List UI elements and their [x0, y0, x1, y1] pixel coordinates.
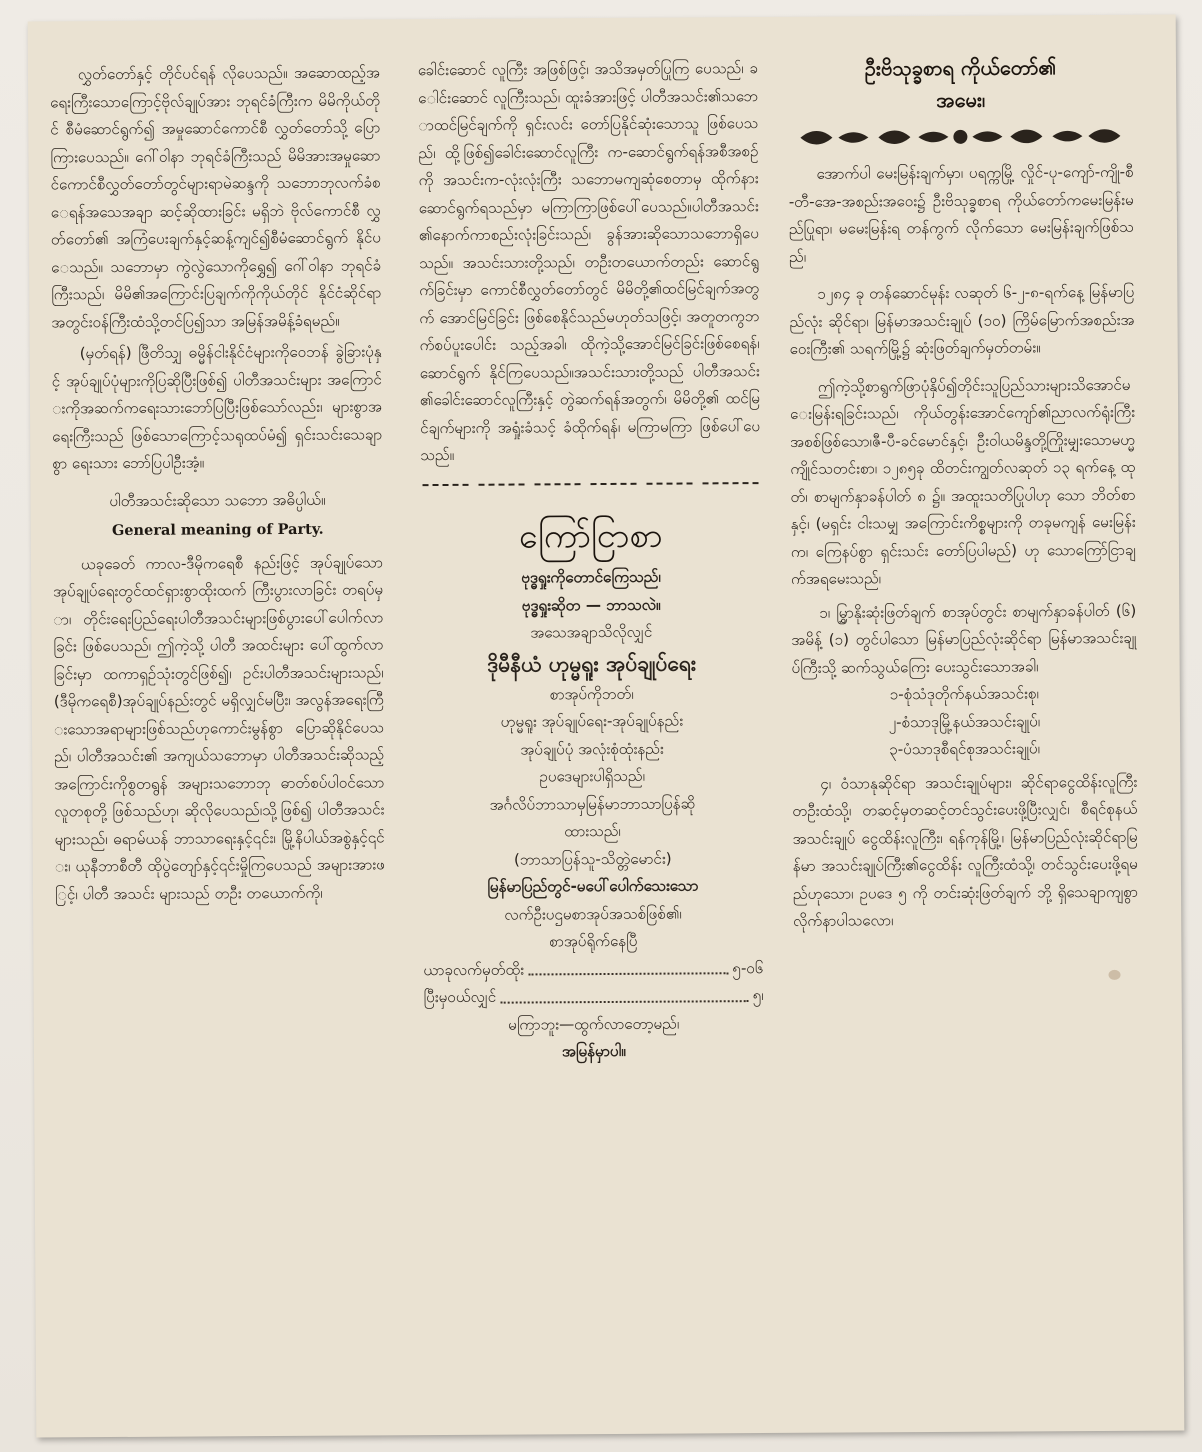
section-title-english: General meaning of Party.: [111, 520, 324, 540]
advertisement-title: ကြော်ငြာစာ: [518, 515, 663, 557]
ad-line-1: ဗုဒ္ဓရှုးကိုတောင်ကြေသည်၊: [521, 567, 661, 587]
right-paragraph-3: ဤကဲ့သို့စာရွက်ဖြာပုံနှိပ်၍တိုင်းသူပြည်သားများသိအောင်မေးမြန်းရခြင်းသည်၊ ကိုယ်တွန်းအောင်ကျော်၏ညာလက်ရုံးကြီး အစစ်ဖြစ်သော၊ဇီ-ပီ-ခင်မောင်နှင့်၊ ဦးဝါယမိန္ဒတို့ကြိုးမျှးသောမဟ္မကျိုင်သတင်းစာ၊ ၁၂၈၅ခု ထိတင်းကျွတ်လဆုတ် ၁၃ ရက်နေ့ ထုတ်၊ စာမျက်နှာခန်ပါတ် ၈ ၌။ အထူးသတိပြုပါဟု သော ဘိတ်စာနှင့်၊ (မရှင်း ငါးသမျှ အကြောင်းကိစ္စများကို တခုမကျန် မေးမြန်းက၊ ကြေနပ်စွာ ရှင်းသင်း တော်ပြပါမည်) ဟု သောကြော်ငြာချက်အရမေးသည်၊: [790, 375, 1136, 588]
right-title-line-2: အမေး၊: [936, 87, 986, 112]
left-paragraph-1: လွှတ်တော်နှင့် တိုင်ပင်ရန် လိုပေသည်။ အဆောထည့်အရေးကြီးသောကြောင့်ဗိုလ်ချုပ်အား ဘုရင်ခံကြီးက မိမိကိုယ်တိုင် စီမံဆောင်ရွက်၍ အမှုဆောင်ကောင်စီ လွှတ်တော်သို့ ပြောကြားပေသည်။ ဂေါ်ဝါနာ ဘုရင်ခံကြီးသည် မိမိအားအမှုဆောင်ကောင်စီလွှတ်တော်တွင်များရာမဲဆန္ဒကို သဘောဘုလက်ခံစေရန်အသေအချာ ဆင့်ဆိုထားခြင်း မရှိဘဲ ဗိုလ်ကောင်စီ လွှတ်တော်၏ အကြံပေးချက်နှင့်ဆန့်ကျင်၍စီမံဆောင်ရွက် နိုင်ပေသည်။ သဘောမှာ ကွဲလွဲသောကိုရွှေ၍ ဂေါ်ဝါနာ ဘုရင်ခံကြီးသည်၊ မိမိ၏အကြောင်းပြချက်ကိုကိုယ်တိုင် နိုင်ငံဆိုင်ရာ အတွင်းဝန်ကြီးထံသို့တင်ပြ၍သာ အမြန်အမိန့်ခံရမည်။: [50, 63, 382, 331]
ad-line-3: အသေအချာသိလိုလျှင်: [530, 622, 653, 642]
price-1-value: ၅-ဝ၆: [732, 958, 764, 977]
ad-line-4: စာအုပ်ကိုဘတ်၊: [549, 684, 634, 703]
right-paragraph-1: အောက်ပါ မေးမြန်းချက်မှာ၊ ပရက္ကမြို့ လှိုင်-ပု-ကျော်-ကျို-စီ-တီ-အေ-အစည်းအဝေး၌ ဦးဗိသုခ္ခစာရ ကိုယ်တော်ကမေးမြန်းမည်ပြုရာ၊ မမေးမြန်းရ တန်ကွက် လိုက်သော မေးမြန်းချက်ဖြစ်သည်၊: [788, 162, 1135, 266]
section-title-burmese: ပါတီအသင်းဆိုသော သဘော အဓိပ္ပါယ်။: [109, 490, 326, 510]
right-paragraph-4: ၁၊ မြွှာနိုးဆုံးဖြတ်ချက် စာအုပ်တွင်း စာမျက်နှာခန်ပါတ် (၆)အမိန့် (၁) တွင်ပါသော မြန်မာပြည်လုံးဆိုင်ရာ မြန်မာအသင်းချုပ်ကြီးသို့ ဆက်သွယ်ကြေး ပေးသွင်းသောအခါ၊: [791, 601, 1137, 677]
dot-leader: [528, 955, 728, 976]
dashed-divider: [420, 478, 760, 490]
right-paragraph-5: ၄၊ ဝံသာနုဆိုင်ရာ အသင်းချုပ်များ၊ ဆိုင်ရာငွေထိန်းလူကြီးတဦးထံသို့၊ တဆင့်မှတဆင့်တင်သွင်းပေးဖို့ပြီးလျှင်၊ စီရင်စုနယ်အသင်းချုပ် ငွေထိန်းလူကြီး၊ ရန်ကုန်မြို့၊ မြန်မာပြည်လုံးဆိုင်ရာမြန်မာ အသင်းချုပ်ကြီး၏ငွေထိန်း လူကြီးထံသို့၊ တင်သွင်းပေးဖို့ရမည်ဟုသော၊ ဥပဒေ ၅ ကို တင်းဆုံးဖြတ်ချက် ဘို့ ရှိသေချာကျစွာ လိုက်နာပါသလော၊: [792, 772, 1139, 930]
ad-line-9: ထားသည်၊: [564, 821, 621, 841]
dot-leader: [500, 982, 748, 1003]
ad-line-11: မြန်မာပြည်တွင်-မပေါ်ပေါက်သေးသော: [487, 876, 699, 896]
ad-line-6: အုပ်ချုပ်ပုံ အလုံးစုံထုံးနည်း: [520, 739, 664, 759]
ad-translator: (ဘာသာပြန်သူ-သိတ္တဲမောင်း): [513, 849, 672, 869]
ad-book-title: ဒိုမီနီယံ ဟုမ္မရူး အုပ်ချုပ်ရေး: [487, 650, 697, 677]
middle-column: [418, 55, 764, 1067]
floral-ornament-divider: [788, 125, 1133, 149]
list-item-1: ၁-စုံသံဒုတိုက်နယ်အသင်းစု၊: [889, 684, 1040, 704]
right-column: [788, 51, 1138, 936]
ad-line-2: ဗုဒ္ဓရှုးဆိုတ — ဘာသလဲ။: [521, 595, 661, 615]
list-item-2: ၂-စံသာဒုမြို့နယ်အသင်းချုပ်၊: [888, 711, 1041, 731]
newspaper-page: [28, 15, 1185, 1438]
price-2-label: ပြီးမှဝယ်လျှင်: [423, 987, 497, 1007]
price-1-label: ယာခုလက်မှတ်ထိုး: [423, 960, 525, 979]
left-paragraph-3: ယခုခေတ် ကာလ-ဒီမိုကရေစီ နည်းဖြင့် အုပ်ချုပ်သော အုပ်ချုပ်ရေးတွင်ထင်ရှားစွာထိုးထက် ကြီးပွားလာခြင်း တရပ်မှာ၊ တိုင်းရေးပြည်ရေးပါတီအသင်းများဖြစ်ပွားပေါ်ပေါက်လာခြင်း ဖြစ်ပေသည်၊ ဤကဲ့သို့ ပါတီ အထင်းများ ပေါ်ထွက်လာ ခြင်းမှာ ထကာရှဥ်သုံးတွင်ဖြစ်၍၊ ဥင်းပါတီအသင်းများသည်၊ (ဒီမိုကရေစီ)အုပ်ချုပ်နည်းတွင် မရှိလျှင်မပြီး၊ အလွန်အရေးကြီးသောအရာများဖြစ်သည်ဟုကောင်းမွန်စွာ ပြောဆိုနိုင်ပေသည်၊ ပါတီအသင်း၏ အကျယ်သဘောမှာ ပါတီအသင်းဆိုသည့်အကြောင်းကိုစွတရွန် အများသဘောဘု ဓာတ်စပ်ပါဝင်သောလူတစုတို့ ဖြစ်သည်ဟု၊ ဆိုလိုပေသည်၊သို့ဖြစ်၍ ပါတီအသင်း များသည်၊ ဓရာမ်ယန် ဘာသာရေးနှင့်၎င်း၊ မြို့နိပါယ်အစွဲနှင့်၎င်း၊ ယုနီဘာစီတီ ထိုပွဲတျော်နှင့်၎င်းမှိုကြပေသည် အများအားဖြင့်၊ ပါတီ အသင်း များသည် တဦး တယောက်ကို၊: [53, 552, 385, 903]
price-row-1: [423, 955, 763, 985]
price-row-2: [424, 982, 764, 1012]
right-paragraph-2: ၁၂၈၄ ခု တန်ဆောင်မုန်း လဆုတ် ၆-၂-၈-ရက်နေ့ မြန်မာပြည်လုံး ဆိုင်ရာ၊ မြန်မာအသင်းချုပ် (၁၀) ကြိမ်မြောက်အစည်းအဝေးကြီး၏ သရက်မြို့၌ ဆုံးဖြတ်ချက်မှတ်တမ်း။: [789, 282, 1135, 358]
ad-line-5: ဟုမ္မရူး အုပ်ချုပ်ရေး-အုပ်ချုပ်နည်း: [500, 711, 684, 731]
price-2-value: ၅၊: [752, 986, 764, 1005]
ad-line-15: အမြန်မှာပါ။: [562, 1041, 626, 1061]
middle-paragraph-1: ခေါင်းဆောင် လူကြီး အဖြစ်ဖြင့်၊ အသိအမှတ်ပြုကြ ပေသည်၊ ခေါင်းဆောင် လူကြီးသည်၊ ထူးခံအားဖြင့် ပါတီအသင်း၏သဘောထင်မြင်ချက်ကို ရှင်းလင်း တော်ပြနိုင်ဆုံးသောသူ ဖြစ်ပေသည်၊ ထို့ဖြစ်၍ခေါင်းဆောင်လူကြီး က-ဆောင်ရွက်ရန်အစီအစဉ်ကို အသင်းက-လုံးလုံးကြီး သဘောမကျဆုံစေတာမှ ထိုက်နားဆောင်ရွက်ရသည်မှာ မကြာကြာဖြစ်ပေါ်ပေသည်။ပါတီအသင်း၏နောက်ကာစည်းလုံးခြင်းသည်၊ ခွန်အားဆိုသောသဘောရှိပေသည်။ အသင်းသားတို့သည်၊ တဦးတယောက်တည်း ဆောင်ရွက်ခြင်းမှာ ကောင်စီလွှတ်တော်တွင် မိမိတို့၏ထင်မြင်ချက်အတွက် အောင်မြင်ခြင်း ဖြစ်စေနိုင်သည်မဟုတ်သဖြင့်၊ အတူတကွဘက်စပ်ပူးပေါင်း သည့်အခါ၊ ထိုကဲ့သို့အောင်မြင်ခြင်းဖြစ်စေရန်၊ ဆောင်ရွက် နိုင်ကြပေသည်။အသင်းသားတို့သည် ပါတီအသင်း၏ခေါင်းဆောင်လူကြီးနှင့် တွဲဆက်ရန်အတွက်၊ မိမိတို့၏ ထင်မြင်ချက်များကို အရှုံးခံသင့် ခံထိုက်ရန်၊ မကြာမကြာ ဖြစ်ပေါ်ပေသည်။: [417, 59, 761, 465]
list-item-3: ၃-ပံသာဒုစီရင်စုအသင်းချုပ်၊: [889, 739, 1041, 759]
ad-line-8: အင်္ဂလိပ်ဘာသာမှမြန်မာဘာသာပြန်ဆို: [489, 793, 696, 814]
left-column: [50, 59, 385, 908]
paper-stain: [1108, 970, 1120, 980]
ad-line-13: စာအုပ်ရိုက်နေပြီ: [549, 931, 638, 951]
ad-line-7: ဥပဒေများပါရှိသည်၊: [539, 766, 646, 786]
left-paragraph-2: (မှတ်ရန်) ဖြီတိသျှ ဓမ္မိန်ငါးနိုင်ငံများကိုဝေဘန် ခွဲခြားပုံနှင့် အုပ်ချုပ်ပုံများကိုပြဆိုပြီးဖြစ်၍ ပါတီအသင်းများ အကြောင်းကိုအဆက်ကရေးသားဘော်ပြပြီးဖြစ်သော်လည်း၊ များစွာအရေးကြီးသည် ဖြစ်သောကြောင့်သရုထပ်မံ၍ ရှင်းသင်းသေချာစွာ ရေးသား ဘော်ပြပါဦးအံ့။: [51, 342, 383, 473]
ad-line-12: လက်ဦးပဌမစာအုပ်အသစ်ဖြစ်၏၊: [504, 904, 682, 924]
right-title-line-1: ဦးဗိသုခ္ခစာရ ကိုယ်တော်၏: [864, 55, 1057, 81]
ad-line-14: မကြာဘူး—ထွက်လာတော့မည်၊: [508, 1014, 680, 1034]
